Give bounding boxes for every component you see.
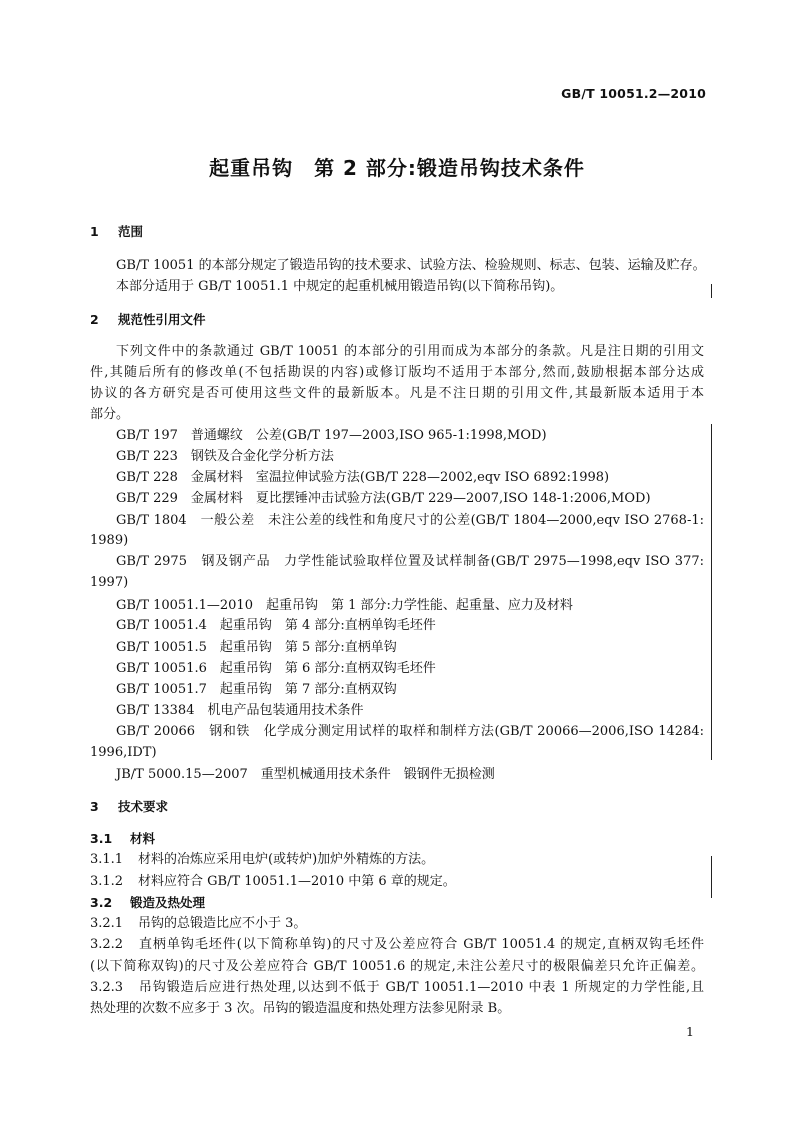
reference-item: GB/T 229 金属材料 夏比摆锤冲击试验方法(GB/T 229—2007,ISO 148-1:2006,MOD) — [116, 491, 651, 506]
clause-number: 3.2.3 — [90, 980, 124, 995]
subsection-3-2-heading — [90, 893, 205, 913]
section-title: 范围 — [118, 224, 144, 239]
section-number: 1 — [90, 224, 99, 239]
reference-item: GB/T 13384 机电产品包装通用技术条件 — [116, 703, 364, 718]
change-bar — [711, 284, 712, 298]
standard-code: GB/T 10051.2—2010 — [561, 86, 706, 101]
clause-3-2-1 — [90, 914, 306, 934]
section-number: 3 — [90, 799, 99, 814]
section-title: 锻造及热处理 — [130, 895, 206, 910]
change-bar — [711, 424, 712, 760]
reference-item: GB/T 10051.1—2010 起重吊钩 第 1 部分:力学性能、起重量、应力及材料 — [116, 598, 573, 613]
scope-paragraph-1: GB/T 10051 的本部分规定了锻造吊钩的技术要求、试验方法、检验规则、标志、包装、运输及贮存。 — [116, 258, 706, 273]
section-title: 规范性引用文件 — [118, 312, 206, 327]
clause-number: 3.2.1 — [90, 916, 124, 931]
refs-intro-line-3: 协议的各方研究是否可使用这些文件的最新版本。凡是不注日期的引用文件,其最新版本适用于本 — [90, 386, 704, 401]
clause-text: 直柄单钩毛坯件(以下简称单钩)的尺寸及公差应符合 GB/T 10051.4 的规定,直柄双钩毛坯件 — [138, 937, 704, 952]
document-title: 起重吊钩 第 2 部分:锻造吊钩技术条件 — [209, 156, 585, 180]
clause-3-2-2-line-1 — [90, 935, 704, 955]
section-3-heading — [90, 797, 168, 817]
clause-number: 3.1.2 — [90, 874, 124, 889]
subsection-3-1-heading — [90, 829, 155, 849]
clause-3-1-2 — [90, 872, 456, 892]
reference-item: GB/T 2975 钢及钢产品 力学性能试验取样位置及试样制备(GB/T 2975—1998,eqv ISO 377: — [116, 554, 704, 569]
scope-paragraph-2: 本部分适用于 GB/T 10051.1 中规定的起重机械用锻造吊钩(以下简称吊钩)。 — [116, 279, 564, 294]
refs-intro-line-1: 下列文件中的条款通过 GB/T 10051 的本部分的引用而成为本部分的条款。凡是注日期的引用文 — [116, 344, 704, 359]
clause-number: 3.2.2 — [90, 937, 124, 952]
section-1-heading — [90, 222, 143, 242]
reference-item: GB/T 223 钢铁及合金化学分析方法 — [116, 449, 334, 464]
change-bar — [711, 856, 712, 898]
refs-intro-line-4: 部分。 — [90, 407, 130, 422]
section-number: 3.1 — [90, 831, 113, 846]
reference-item: GB/T 10051.5 起重吊钩 第 5 部分:直柄单钩 — [116, 640, 397, 655]
reference-item: GB/T 10051.6 起重吊钩 第 6 部分:直柄双钩毛坯件 — [116, 661, 436, 676]
section-number: 3.2 — [90, 895, 113, 910]
reference-item-continued: 1997) — [90, 575, 129, 590]
clause-text: 吊钩锻造后应进行热处理,以达到不低于 GB/T 10051.1—2010 中表 1 所规定的力学性能,且 — [138, 980, 704, 995]
clause-3-1-1 — [90, 850, 434, 870]
clause-3-2-2-line-2: (以下简称双钩)的尺寸及公差应符合 GB/T 10051.6 的规定,未注公差尺寸的极限偏差只允许正偏差。 — [90, 959, 704, 974]
clause-text: 吊钩的总锻造比应不小于 3。 — [138, 916, 307, 931]
reference-item: GB/T 10051.7 起重吊钩 第 7 部分:直柄双钩 — [116, 682, 397, 697]
section-title: 技术要求 — [118, 799, 169, 814]
refs-intro-line-2: 件,其随后所有的修改单(不包括勘误的内容)或修订版均不适用于本部分,然而,鼓励根据本部分达成 — [90, 365, 704, 380]
reference-item: GB/T 20066 钢和铁 化学成分测定用试样的取样和制样方法(GB/T 20066—2006,ISO 14284: — [116, 724, 704, 739]
page-number: 1 — [686, 1024, 694, 1039]
clause-3-2-3-line-1 — [90, 978, 704, 998]
reference-item: JB/T 5000.15—2007 重型机械通用技术条件 锻钢件无损检测 — [116, 767, 495, 782]
clause-text: 材料的冶炼应采用电炉(或转炉)加炉外精炼的方法。 — [138, 852, 435, 867]
section-2-heading — [90, 310, 206, 330]
reference-item: GB/T 197 普通螺纹 公差(GB/T 197—2003,ISO 965-1:1998,MOD) — [116, 428, 547, 443]
clause-3-2-3-line-2: 热处理的次数不应多于 3 次。吊钩的锻造温度和热处理方法参见附录 B。 — [90, 1001, 511, 1016]
reference-item: GB/T 1804 一般公差 未注公差的线性和角度尺寸的公差(GB/T 1804—2000,eqv ISO 2768-1: — [116, 513, 704, 528]
reference-item-continued: 1996,IDT) — [90, 745, 157, 760]
section-number: 2 — [90, 312, 99, 327]
reference-item: GB/T 10051.4 起重吊钩 第 4 部分:直柄单钩毛坯件 — [116, 618, 436, 633]
clause-number: 3.1.1 — [90, 852, 124, 867]
clause-text: 材料应符合 GB/T 10051.1—2010 中第 6 章的规定。 — [138, 874, 456, 889]
section-title: 材料 — [130, 831, 156, 846]
reference-item: GB/T 228 金属材料 室温拉伸试验方法(GB/T 228—2002,eqv ISO 6892:1998) — [116, 470, 610, 485]
reference-item-continued: 1989) — [90, 533, 129, 548]
